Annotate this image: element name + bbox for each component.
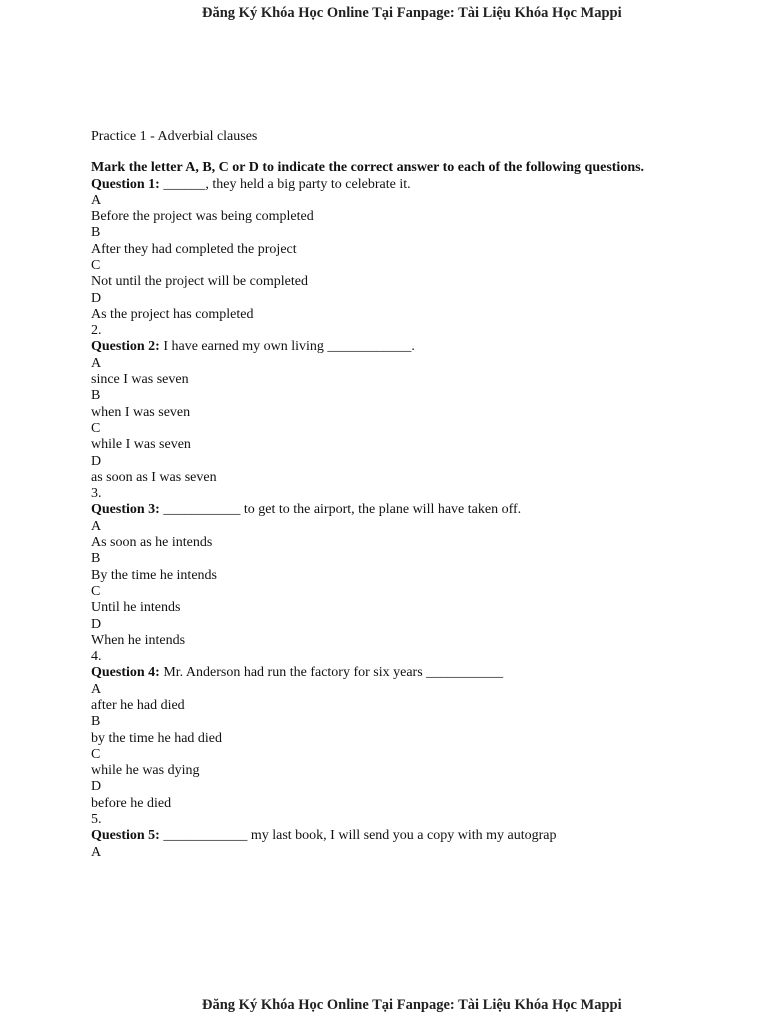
option-letter: D [91,779,102,795]
question-text: ____________ my last book, I will send you a copy with my autograp [159,828,557,844]
question-text: Mr. Anderson had run the factory for six years ___________ [159,665,504,681]
option-text: Until he intends [91,600,181,616]
option-letter: A [91,355,102,371]
option-letter: B [91,551,101,567]
option-letter: B [91,388,101,404]
option-text: after he had died [91,698,185,713]
option-text: When he intends [91,632,186,648]
question-number: 3. [91,486,102,502]
question-number: 2. [91,323,102,339]
question-label: Question 5: [91,828,160,844]
option-letter: C [91,746,101,762]
option-letter: B [91,714,101,730]
question-text: ___________ to get to the airport, the plane will have taken off. [159,502,522,518]
option-text: After they had completed the project [91,241,297,257]
page-title: Practice 1 - Adverbial clauses [91,129,258,144]
question-stem [91,339,691,355]
question-stem [91,665,691,681]
option-text: as soon as I was seven [91,469,217,485]
option-letter: A [91,681,102,697]
question-stem [91,828,691,844]
option-text: Not until the project will be completed [91,274,308,290]
question-number: 4. [91,649,102,665]
question-label: Question 4: [91,665,160,681]
option-text: when I was seven [91,404,191,420]
option-text: By the time he intends [91,567,217,583]
option-letter: C [91,583,101,599]
option-letter: D [91,616,102,632]
question-label: Question 2: [91,339,160,355]
question-number: 5. [91,812,102,828]
question-list [91,177,691,861]
option-text: since I was seven [91,372,189,388]
option-text: by the time he had died [91,730,223,746]
option-letter: C [91,420,101,436]
option-letter: C [91,257,101,273]
option-text: while he was dying [91,763,200,779]
question-label: Question 3: [91,502,160,518]
question-stem [91,502,691,518]
question-text: I have earned my own living ____________. [159,339,415,355]
option-text: As the project has completed [91,306,254,322]
option-letter: D [91,453,102,469]
option-text: before he died [91,795,172,811]
option-letter: D [91,290,102,306]
question-stem [91,177,691,193]
option-letter: B [91,225,101,241]
option-text: while I was seven [91,437,191,453]
option-letter: A [91,844,102,860]
option-text: As soon as he intends [91,535,213,551]
question-label: Question 1: [91,176,160,192]
option-letter: A [91,518,102,534]
option-text: Before the project was being completed [91,209,314,225]
question-text: ______, they held a big party to celebrate it. [159,176,411,192]
instruction-text: Mark the letter A, B, C or D to indicate the correct answer to each of the following questions. [91,160,645,175]
worksheet-body [91,128,691,861]
page-footer: Đăng Ký Khóa Học Online Tại Fanpage: Tài Liệu Khóa Học Mappi [202,997,622,1013]
option-letter: A [91,192,102,208]
page-header: Đăng Ký Khóa Học Online Tại Fanpage: Tài Liệu Khóa Học Mappi [202,5,622,21]
